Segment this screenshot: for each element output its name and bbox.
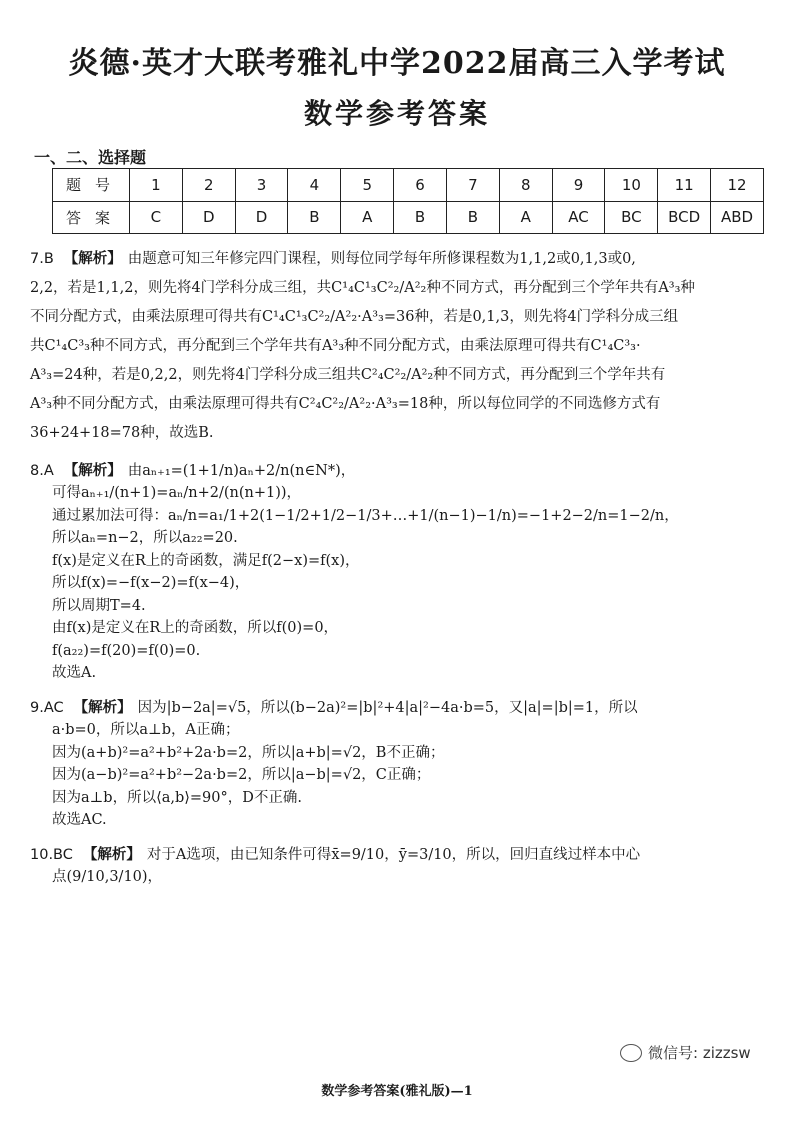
solution-line: 因为(a+b)²=a²+b²+2a·b=2，所以|a+b|=√2，B不正确； <box>52 744 445 761</box>
analysis-tag: 【解析】 <box>63 250 122 267</box>
solution-text: 对于A选项，由已知条件可得x̄=9/10，ȳ=3/10，所以，回归直线过样本中心 <box>146 846 641 863</box>
row-label-answer: 答案 <box>53 201 130 234</box>
solution-line: a·b=0，所以a⊥b，A正确； <box>52 722 240 739</box>
section-heading: 一、二、选择题 <box>34 148 147 167</box>
question-number: 6 <box>394 169 447 202</box>
watermark-text: 微信号: zizzsw <box>648 1044 751 1062</box>
solution-line: f(x)是定义在R上的奇函数，满足f(2−x)=f(x)， <box>52 552 360 569</box>
question-label: 10.BC <box>30 846 73 863</box>
question-number: 12 <box>711 169 764 202</box>
wechat-watermark <box>620 1042 751 1063</box>
question-label: 7.B <box>30 251 54 267</box>
question-number: 8 <box>499 169 552 202</box>
solution-q10 <box>30 844 770 889</box>
solution-line: 因为a⊥b，所以⟨a,b⟩=90°，D不正确. <box>52 789 302 806</box>
question-number: 7 <box>446 169 499 202</box>
question-number: 2 <box>182 169 235 202</box>
solution-text: 因为|b−2a|=√5，所以(b−2a)²=|b|²+4|a|²−4a·b=5，又|a|=|b|=1，所以 <box>137 699 638 716</box>
row-label-number: 题号 <box>53 169 130 202</box>
question-number: 9 <box>552 169 605 202</box>
answer-cell: BCD <box>658 201 711 234</box>
solution-text: 由aₙ₊₁=(1+1/n)aₙ+2/n(n∈N*)， <box>127 463 356 479</box>
solution-line: 36+24+18=78种，故选B. <box>30 425 214 441</box>
solution-line <box>30 244 770 274</box>
answer-cell: C <box>130 201 183 234</box>
solution-line: 所以f(x)=−f(x−2)=f(x−4)， <box>52 575 250 592</box>
solution-q8 <box>30 460 770 685</box>
exam-title: 炎德·英才大联考雅礼中学2022届高三入学考试 <box>68 46 726 81</box>
answer-row <box>53 201 764 234</box>
question-number: 1 <box>130 169 183 202</box>
solution-line: 所以周期T=4. <box>52 597 146 614</box>
solution-line: 所以aₙ=n−2，所以a₂₂=20. <box>52 530 238 547</box>
question-number: 3 <box>235 169 288 202</box>
analysis-tag: 【解析】 <box>73 698 132 716</box>
solution-q9 <box>30 697 770 832</box>
solution-q7 <box>30 244 770 448</box>
question-number: 11 <box>658 169 711 202</box>
answer-subtitle: 数学参考答案 <box>303 97 490 130</box>
question-label: 8.A <box>30 463 54 479</box>
solution-line: 因为(a−b)²=a²+b²−2a·b=2，所以|a−b|=√2，C正确； <box>52 767 431 784</box>
solution-line: 2,2，若是1,1,2，则先将4门学科分成三组，共C¹₄C¹₃C²₂/A²₂种不同方式，再分配到三个学年共有A³₃种 <box>30 280 695 296</box>
solution-line <box>30 844 770 866</box>
solution-line: 可得aₙ₊₁/(n+1)=aₙ/n+2/(n(n+1))， <box>52 485 302 502</box>
answer-cell: A <box>341 201 394 234</box>
solution-line: 故选AC. <box>52 812 107 829</box>
solution-line: A³₃种不同分配方式，由乘法原理可得共有C²₄C²₂/A²₂·A³₃=18种，所以每位同学的不同选修方式有 <box>30 396 661 412</box>
answer-cell: BC <box>605 201 658 234</box>
solution-line: A³₃=24种，若是0,2,2，则先将4门学科分成三组共C²₄C²₂/A²₂种不同方式，再分配到三个学年共有 <box>30 367 666 383</box>
wechat-icon <box>620 1044 642 1062</box>
answer-table <box>52 168 764 234</box>
answer-cell: A <box>499 201 552 234</box>
answer-cell: B <box>394 201 447 234</box>
solution-line: f(a₂₂)=f(20)=f(0)=0. <box>52 642 201 659</box>
page-footer: 数学参考答案(雅礼版)—1 <box>321 1084 473 1099</box>
answer-cell: AC <box>552 201 605 234</box>
answer-cell: ABD <box>711 201 764 234</box>
question-label: 9.AC <box>30 699 64 716</box>
solution-line: 不同分配方式，由乘法原理可得共有C¹₄C¹₃C²₂/A²₂·A³₃=36种，若是0,1,3，则先将4门学科分成三组 <box>30 309 679 325</box>
question-number: 4 <box>288 169 341 202</box>
answer-cell: B <box>288 201 341 234</box>
answer-cell: D <box>182 201 235 234</box>
question-number: 10 <box>605 169 658 202</box>
solution-line: 通过累加法可得：aₙ/n=a₁/1+2(1−1/2+1/2−1/3+…+1/(n−1)−1/n)=−1+2−2/n=1−2/n， <box>52 507 679 524</box>
question-number-row <box>53 169 764 202</box>
answer-cell: D <box>235 201 288 234</box>
solution-line: 由f(x)是定义在R上的奇函数，所以f(0)=0， <box>52 620 339 637</box>
solutions-body <box>30 244 770 900</box>
solution-line: 共C¹₄C³₃种不同方式，再分配到三个学年共有A³₃种不同分配方式，由乘法原理可得共有C¹₄C³₃· <box>30 338 641 354</box>
solution-line <box>30 460 770 482</box>
solution-line <box>30 697 770 719</box>
analysis-tag: 【解析】 <box>82 845 141 863</box>
answer-cell: B <box>446 201 499 234</box>
solution-text: 由题意可知三年修完四门课程，则每位同学每年所修课程数为1,1,2或0,1,3或0, <box>127 251 636 267</box>
analysis-tag: 【解析】 <box>63 462 122 479</box>
question-number: 5 <box>341 169 394 202</box>
solution-line: 故选A. <box>52 665 97 682</box>
solution-line: 点(9/10,3/10)， <box>52 868 163 885</box>
